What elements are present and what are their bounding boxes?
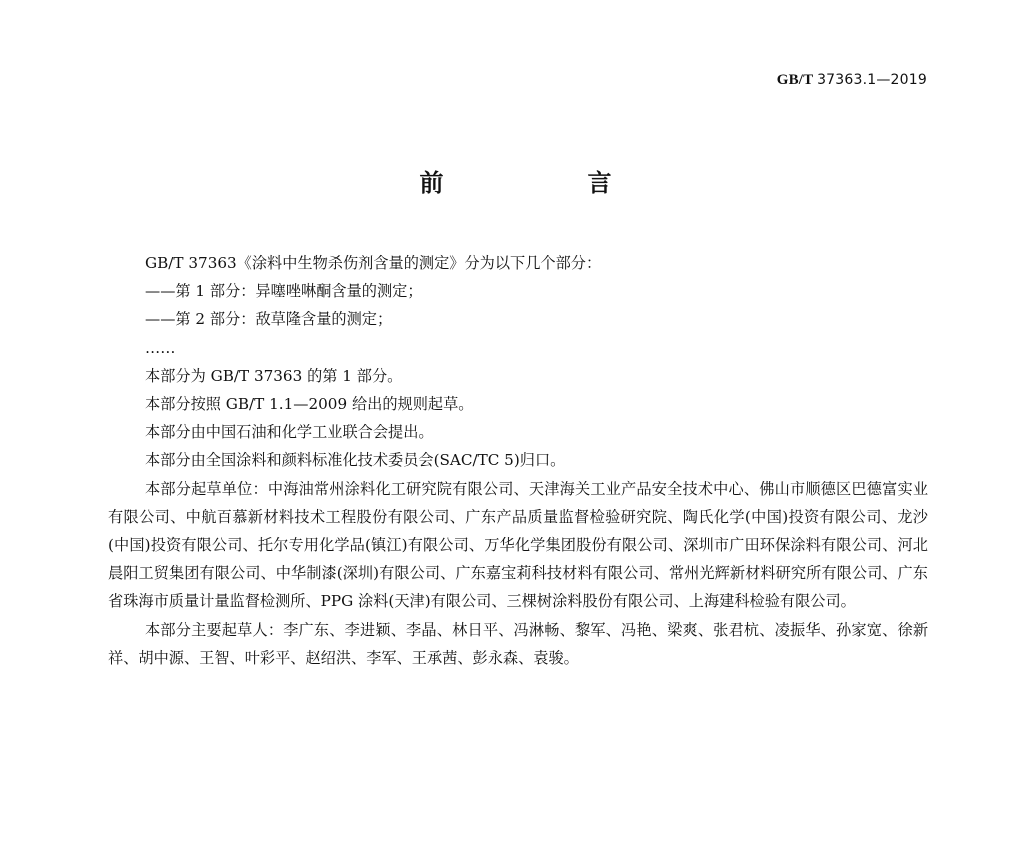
list-item-part-1: ——第 1 部分：异噻唑啉酮含量的测定； [145, 282, 423, 301]
paragraph-part-statement: 本部分为 GB/T 37363 的第 1 部分。 [145, 366, 403, 385]
paragraph-drafting-units: 本部分起草单位：中海油常州涂料化工研究院有限公司、天津海关工业产品安全技术中心、佛山市顺德区巴德富实业有限公司、中航百慕新材料技术工程股份有限公司、广东产品质量监督检验研究院、陶氏化学(中国)投资有限公司、龙沙(中国)投资有限公司、托尔专用化学品(镇江)有限公司、万华化学集团股份有限公司、深圳市广田环保涂料有限公司、河北晨阳工贸集团有限公司、中华制漆(深圳)有限公司、广东嘉宝莉科技材料有限公司、常州光辉新材料研究所有限公司、广东省珠海市质量计量监督检测所、PPG 涂料(天津)有限公司、三棵树涂料股份有限公司、上海建科检验有限公司。 [108, 479, 928, 611]
paragraph-parts-intro: GB/T 37363《涂料中生物杀伤剂含量的测定》分为以下几个部分： [145, 254, 602, 272]
standard-prefix: GB/T [776, 72, 814, 88]
paragraph-proposer: 本部分由中国石油和化学工业联合会提出。 [145, 423, 434, 442]
paragraph-drafting-rules: 本部分按照 GB/T 1.1—2009 给出的规则起草。 [145, 395, 474, 414]
list-ellipsis: …… [145, 338, 176, 357]
paragraph-drafters: 本部分主要起草人：李广东、李进颖、李晶、林日平、冯淋畅、黎军、冯艳、梁爽、张君杭、凌振华、孙家宽、徐新祥、胡中源、王智、叶彩平、赵绍洪、李军、王承茜、彭永森、袁骏。 [108, 620, 928, 667]
foreword-body [108, 249, 928, 672]
paragraph-committee: 本部分由全国涂料和颜料标准化技术委员会(SAC/TC 5)归口。 [145, 451, 566, 470]
page-title: 前 言 [419, 169, 672, 197]
standard-number: 37363.1—2019 [817, 72, 927, 88]
standard-code [777, 72, 927, 89]
list-item-part-2: ——第 2 部分：敌草隆含量的测定； [145, 310, 393, 329]
